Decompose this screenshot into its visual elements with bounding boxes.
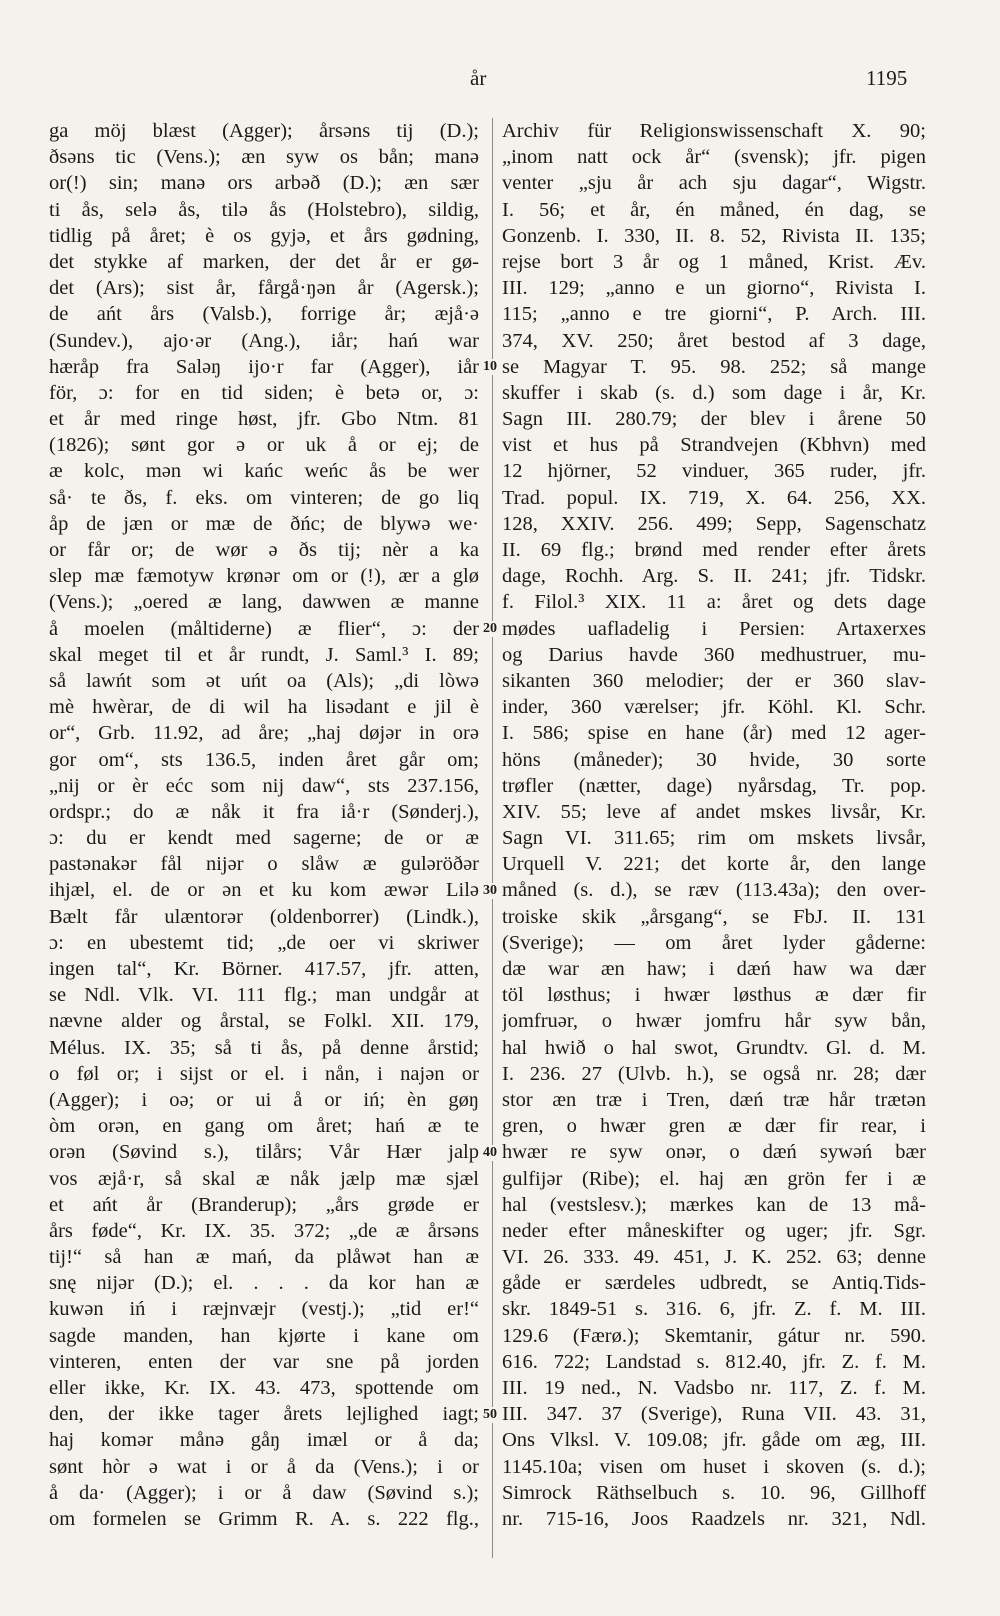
text-line: hæråp fra Saləŋ ijo·r far (Agger), iår [49, 355, 479, 378]
text-line: höns (måneder); 30 hvide, 30 sorte [502, 748, 926, 771]
text-line: et ańt år (Branderup); „års grøde er [49, 1193, 479, 1216]
text-line: hal hwið o hal swot, Grundtv. Gl. d. M. [502, 1036, 926, 1059]
text-line: kuwən iń i ræjnvæjr (vestj.); „tid er!“ [49, 1298, 479, 1321]
text-line: tidlig på året; è os gyjə, et års gødning, [49, 224, 479, 247]
page-number: 1195 [866, 66, 908, 90]
text-line: 129.6 (Færø.); Skemtanir, gátur nr. 590. [502, 1324, 926, 1347]
text-line: neder efter måneskifter og uger; jfr. Sgr. [502, 1219, 926, 1242]
text-line: se Magyar T. 95. 98. 252; så mange [502, 355, 926, 378]
line-number: 50 [483, 1406, 497, 1422]
text-line: eller ikke, Kr. IX. 43. 473, spottende om [49, 1377, 479, 1399]
text-line: se Ndl. Vlk. VI. 111 flg.; man undgår at [49, 984, 479, 1007]
text-line: ðsəns tic (Vens.); æn syw os bån; manə [49, 146, 479, 169]
text-line: ordspr.; do æ nåk it fra iå·r (Sønderj.), [49, 800, 479, 823]
text-line: troiske skik „årsgang“, se FbJ. II. 131 [502, 905, 926, 928]
text-line: skuffer i skab (s. d.) som dage i år, Kr. [502, 381, 926, 404]
text-line: III. 347. 37 (Sverige), Runa VII. 43. 31, [502, 1403, 926, 1426]
running-header: år [470, 66, 487, 90]
text-line: trøfler (nætter, dage) nyårsdag, Tr. pop. [502, 774, 926, 797]
text-line: orən (Søvind s.), tilårs; Vår Hær jalp [49, 1141, 479, 1164]
text-line: gåde er særdeles udbredt, se Antiq.Tids- [502, 1272, 926, 1295]
line-number: 40 [483, 1144, 497, 1160]
text-line: pastənakər fål nijər o slåw æ guləröðər [49, 853, 479, 876]
text-line: „nij or èr ećc som nij daw“, sts 237.156, [49, 774, 479, 797]
text-line: ingen tal“, Kr. Börner. 417.57, jfr. atten, [49, 958, 479, 980]
line-number: 30 [483, 882, 497, 898]
text-line: nr. 715-16, Joos Raadzels nr. 321, Ndl. [502, 1507, 926, 1530]
text-line: ihjæl, el. de or ən et ku kom æwər Lilə [49, 879, 479, 902]
text-line: så lawńt som ət uńt oa (Als); „di lòwə [49, 669, 479, 692]
text-line: VI. 26. 333. 49. 451, J. K. 252. 63; denne [502, 1246, 926, 1269]
text-line: òm orən, en gang om året; hań æ te [49, 1115, 479, 1138]
text-line: XIV. 55; leve af andet mskes livsår, Kr. [502, 800, 926, 823]
text-line: den, der ikke tager årets lejlighed iagt; [49, 1403, 479, 1426]
text-line: så· te ðs, f. eks. om vinteren; de go liq [49, 486, 479, 509]
text-line: Urquell V. 221; det korte år, den lange [502, 853, 926, 876]
text-line: or“, Grb. 11.92, ad åre; „haj døjər in orə [49, 722, 479, 745]
text-line: ɔ: en ubestemt tid; „de oer vi skriwer [49, 931, 479, 954]
text-line: Ons Vlksl. V. 109.08; jfr. gåde om æg, III. [502, 1429, 926, 1452]
text-line: 374, XV. 250; året bestod af 3 dage, [502, 329, 926, 352]
text-line: Sagn VI. 311.65; rim om mskets livsår, [502, 827, 926, 850]
text-line: mè hwèrar, de di wil ha lisədant e jil è [49, 696, 479, 719]
text-line: tij!“ så han æ mań, da plåwət han æ [49, 1246, 479, 1269]
text-line: snę nijər (D.); el. . . . da kor han æ [49, 1272, 479, 1295]
text-line: et år med ringe høst, jfr. Gbo Ntm. 81 [49, 408, 479, 431]
text-line: vos æjå·r, så skal æ nåk jælp mæ sjæl [49, 1167, 479, 1190]
text-line: inder, 360 værelser; jfr. Köhl. Kl. Schr. [502, 696, 926, 719]
text-line: dæ war æn haw; i dæń haw wa dær [502, 958, 926, 980]
text-line: (Agger); i oə; or ui å or iń; èn gøŋ [49, 1088, 479, 1111]
text-line: de ańt års (Valsb.), forrige år; æjå·ə [49, 303, 479, 326]
text-line: (Sverige); — om året lyder gåderne: [502, 931, 926, 954]
text-line: „inom natt ock år“ (svensk); jfr. pigen [502, 146, 926, 169]
text-line: o føl or; i sijst or el. i nån, i najən or [49, 1062, 479, 1085]
text-line: vist et hus på Strandvejen (Kbhvn) med [502, 434, 926, 457]
text-line: skal meget til et år rundt, J. Saml.³ I. 89; [49, 643, 479, 666]
text-line: f. Filol.³ XIX. 11 a: året og dets dage [502, 591, 926, 614]
text-line: skr. 1849-51 s. 316. 6, jfr. Z. f. M. III. [502, 1298, 926, 1321]
text-line: hwær re syw onər, o dæń sywəń bær [502, 1141, 926, 1164]
text-line: 12 hjörner, 52 vinduer, 365 ruder, jfr. [502, 460, 926, 483]
text-line: 1145.10a; visen om huset i skoven (s. d.); [502, 1455, 926, 1478]
text-line: 115; „anno e tre giorni“, P. Arch. III. [502, 303, 926, 326]
text-line: III. 129; „anno e un giorno“, Rivista I. [502, 277, 926, 300]
text-line: haj komər månə gåŋ imæl or å da; [49, 1429, 479, 1452]
text-line: Mélus. IX. 35; så ti ås, på denne årstid; [49, 1036, 479, 1059]
text-line: or får or; de wør ə ðs tij; nèr a ka [49, 539, 479, 561]
text-line: Sagn III. 280.79; der blev i årene 50 [502, 408, 926, 431]
text-line: rejse bort 3 år og 1 måned, Krist. Æv. [502, 250, 926, 273]
text-line: å moelen (måltiderne) æ flier“, ɔ: der [49, 617, 479, 640]
left-column [49, 118, 479, 1532]
text-line: vinteren, enten der var sne på jorden [49, 1350, 479, 1373]
text-line: 128, XXIV. 256. 499; Sepp, Sagenschatz [502, 512, 926, 535]
text-line: töl løsthus; i hwær løsthus æ dær fir [502, 984, 926, 1007]
text-line: sikanten 360 melodier; der er 360 slav- [502, 669, 926, 692]
text-line: jomfruər, o hwær jomfru hår syw bån, [502, 1010, 926, 1033]
text-line: Gonzenb. I. 330, II. 8. 52, Rivista II. 135; [502, 224, 926, 247]
text-line: dage, Rochh. Arg. S. II. 241; jfr. Tidskr. [502, 565, 926, 588]
text-line: I. 56; et år, én måned, én dag, se [502, 198, 926, 221]
text-line: måned (s. d.), se ræv (113.43a); den over- [502, 879, 926, 902]
text-line: åp de jæn or mæ de ðńc; de blywə we· [49, 512, 479, 535]
line-number: 20 [483, 620, 497, 636]
text-line: venter „sju år ach sju dagar“, Wigstr. [502, 172, 926, 195]
text-line: Bælt får ulæntorər (oldenborrer) (Lindk.), [49, 905, 479, 928]
text-line: or(!) sin; manə ors arbəð (D.); æn sær [49, 172, 479, 195]
text-line: för, ɔ: for en tid siden; è betə or, ɔ: [49, 381, 479, 404]
text-line: om formelen se Grimm R. A. s. 222 flg., [49, 1507, 479, 1530]
text-line: 616. 722; Landstad s. 812.40, jfr. Z. f. M. [502, 1350, 926, 1373]
text-line: I. 236. 27 (Ulvb. h.), se også nr. 28; dær [502, 1062, 926, 1085]
text-line: ɔ: du er kendt med sagerne; de or æ [49, 827, 479, 850]
column-divider [492, 118, 493, 1558]
text-line: nævne alder og årstal, se Folkl. XII. 179, [49, 1010, 479, 1033]
text-line: gulfijər (Ribe); el. haj æn grön fer i æ [502, 1167, 926, 1190]
text-line: gren, o hwær gren æ dær fir rear, i [502, 1115, 926, 1138]
text-line: gor om“, sts 136.5, inden året går om; [49, 748, 479, 771]
text-line: III. 19 ned., N. Vadsbo nr. 117, Z. f. M. [502, 1377, 926, 1399]
text-line: ga möj blæst (Agger); årsəns tij (D.); [49, 120, 479, 142]
text-line: ti ås, selə ås, tilə ås (Holstebro), sildig, [49, 198, 479, 221]
text-line: det (Ars); sist år, fårgå·ŋən år (Agersk.); [49, 277, 479, 300]
text-line: Archiv für Religionswissenschaft X. 90; [502, 120, 926, 142]
text-line: hal (vestslesv.); mærkes kan de 13 må- [502, 1193, 926, 1216]
text-line: å da· (Agger); i or å daw (Søvind s.); [49, 1481, 479, 1504]
text-line: slep mæ fæmotyw krønər om or (!), ær a glø [49, 565, 479, 588]
text-line: det stykke af marken, der det år er gø- [49, 250, 479, 273]
text-line: sagde manden, han kjørte i kane om [49, 1324, 479, 1347]
text-line: stor æn træ i Tren, dæń træ hår trætən [502, 1088, 926, 1111]
text-line: og Darius havde 360 medhustruer, mu- [502, 643, 926, 666]
text-line: mødes uafladelig i Persien: Artaxerxes [502, 617, 926, 640]
text-line: års føde“, Kr. IX. 35. 372; „de æ årsəns [49, 1219, 479, 1242]
right-column [502, 118, 926, 1532]
text-line: (Vens.); „oered æ lang, dawwen æ manne [49, 591, 479, 614]
text-line: II. 69 flg.; brønd med render efter årets [502, 539, 926, 561]
text-line: (1826); sønt gor ə or uk å or ej; de [49, 434, 479, 457]
text-line: (Sundev.), ajo·ər (Ang.), iår; hań war [49, 329, 479, 352]
text-line: Simrock Räthselbuch s. 10. 96, Gillhoff [502, 1481, 926, 1504]
text-line: I. 586; spise en hane (år) med 12 ager- [502, 722, 926, 745]
text-line: sønt hòr ə wat i or å da (Vens.); i or [49, 1455, 479, 1478]
text-line: Trad. popul. IX. 719, X. 64. 256, XX. [502, 486, 926, 509]
text-line: æ kolc, mən wi kańc weńc ås be wer [49, 460, 479, 483]
line-number: 10 [483, 358, 497, 374]
